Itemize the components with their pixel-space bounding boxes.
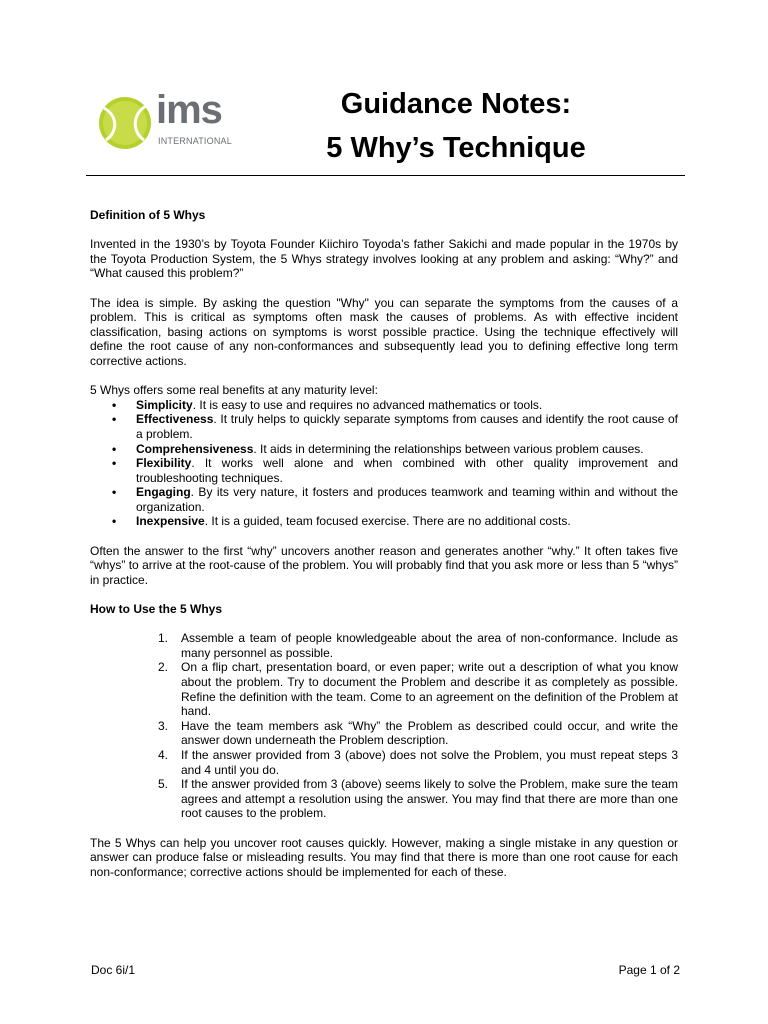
benefit-term: Inexpensive <box>136 514 205 529</box>
step-number: 3. <box>158 718 169 733</box>
steps-list <box>90 631 678 821</box>
paragraph-history: Invented in the 1930’s by Toyota Founder Kiichiro Toyoda’s father Sakichi and made popular in the 1970s by the Toyota Production System, the 5 Whys strategy involves looking at any problem and asking: “Why?” and “What caused this problem?” <box>90 237 678 281</box>
list-item <box>136 412 678 441</box>
paragraph-idea: The idea is simple. By asking the question "Why" you can separate the symptoms from the causes of a problem. This is critical as symptoms often mask the causes of problems. As with effective incident classification, basing actions on symptoms is worst possible practice. Using the technique effectively will define the root cause of any non-conformances and subsequently lead you to defining effective long term corrective actions. <box>90 295 678 368</box>
section-heading-howto: How to Use the 5 Whys <box>90 602 223 617</box>
section-heading-definition: Definition of 5 Whys <box>90 208 206 222</box>
benefit-text: . It truly helps to quickly separate symptoms from causes and identify the root cause of a problem. <box>136 412 678 441</box>
header-divider <box>86 175 685 176</box>
list-item <box>136 485 678 514</box>
benefits-list <box>90 398 678 529</box>
list-item <box>158 777 678 821</box>
tennis-ball-icon <box>96 94 154 152</box>
document-title-line1: Guidance Notes: <box>340 88 572 120</box>
benefit-text: . It aids in determining the relationships between various problem causes. <box>253 441 644 456</box>
benefit-text: . It is easy to use and requires no advanced mathematics or tools. <box>192 397 543 412</box>
list-item <box>158 660 678 719</box>
paragraph-conclusion: The 5 Whys can help you uncover root causes quickly. However, making a single mistake in any question or answer can produce false or misleading results. You may find that there is more than one root cause for each non-conformance; corrective actions should be implemented for each of these. <box>90 835 678 879</box>
list-item <box>158 718 678 748</box>
document-title-line2: 5 Why’s Technique <box>326 132 586 164</box>
list-item <box>136 456 678 485</box>
page-header <box>86 78 686 176</box>
paragraph-multiple-whys: Often the answer to the first “why” uncovers another reason and generates another “why.” It often takes five “whys” to arrive at the root-cause of the problem. You will probably find that you ask more or less than 5 “whys” in practice. <box>90 543 678 587</box>
list-item <box>136 398 678 413</box>
step-number: 5. <box>158 777 169 792</box>
list-item <box>136 514 678 529</box>
document-body <box>90 208 678 894</box>
step-text: Assemble a team of people knowledgeable about the area of non-conformance. Include as many personnel as possible. <box>181 631 678 660</box>
step-text: Have the team members ask “Why” the Problem as described could occur, and write the answer down underneath the Problem description. <box>181 718 678 748</box>
benefit-term: Flexibility <box>136 456 192 471</box>
logo-subtitle: INTERNATIONAL <box>158 136 232 146</box>
list-item <box>158 631 678 660</box>
list-item <box>158 747 678 777</box>
ims-logo <box>96 84 246 154</box>
logo-brand: ims <box>156 88 222 132</box>
benefit-term: Engaging <box>136 485 191 500</box>
list-item <box>136 442 678 457</box>
footer-page-number: Page 1 of 2 <box>618 963 680 977</box>
benefit-term: Simplicity <box>136 397 193 412</box>
step-number: 1. <box>158 631 169 646</box>
benefit-term: Effectiveness <box>136 412 214 427</box>
benefit-text: . It works well alone and when combined with other quality improvement and troubleshooting techniques. <box>136 456 678 485</box>
benefit-text: . By its very nature, it fosters and produces teamwork and teaming within and without the organization. <box>136 485 678 514</box>
step-text: If the answer provided from 3 (above) does not solve the Problem, you must repeat steps 3 and 4 until you do. <box>181 747 678 777</box>
step-number: 4. <box>158 747 169 762</box>
benefit-term: Comprehensiveness <box>136 441 254 456</box>
benefit-text: . It is a guided, team focused exercise. There are no additional costs. <box>204 514 571 529</box>
step-number: 2. <box>158 660 169 675</box>
step-text: On a flip chart, presentation board, or even paper; write out a description of what you know about the problem. Try to document the Problem and describe it as completely as possible. Refine the definition with the team. Come to an agreement on the definition of the Problem at hand. <box>181 660 678 719</box>
footer-doc-ref: Doc 6i/1 <box>91 963 136 977</box>
step-text: If the answer provided from 3 (above) seems likely to solve the Problem, make sure the team agrees and attempt a resolution using the answer. You may find that there are more than one root causes to the problem. <box>181 777 678 821</box>
benefits-intro: 5 Whys offers some real benefits at any maturity level: <box>90 383 378 398</box>
